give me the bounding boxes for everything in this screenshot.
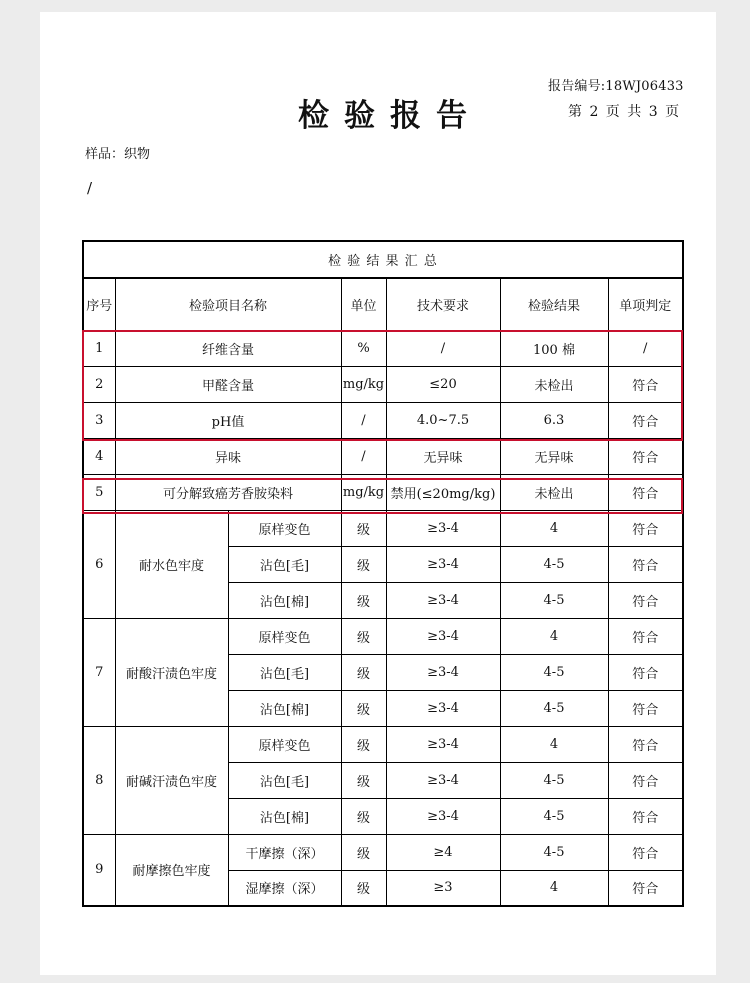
result-cell: 4 <box>500 726 608 762</box>
item-name: 甲醛含量 <box>115 366 341 402</box>
verdict-cell: 符合 <box>608 438 683 474</box>
item-name: 可分解致癌芳香胺染料 <box>115 474 341 510</box>
verdict-cell: / <box>608 330 683 366</box>
sub-item-name: 沾色[棉] <box>228 690 341 726</box>
requirement-cell: ≥3 <box>386 870 500 906</box>
unit-cell: % <box>341 330 386 366</box>
verdict-cell: 符合 <box>608 546 683 582</box>
sub-item-name: 原样变色 <box>228 618 341 654</box>
result-cell: 4-5 <box>500 690 608 726</box>
requirement-cell: ≥3-4 <box>386 546 500 582</box>
result-cell: 4 <box>500 510 608 546</box>
result-cell: 4 <box>500 618 608 654</box>
requirement-cell: ≥3-4 <box>386 762 500 798</box>
unit-cell: 级 <box>341 546 386 582</box>
table-row <box>83 726 683 762</box>
report-title: 检验报告 <box>298 98 482 134</box>
result-cell: 未检出 <box>500 366 608 402</box>
unit-cell: 级 <box>341 510 386 546</box>
unit-cell: 级 <box>341 582 386 618</box>
table-caption: 检 验 结 果 汇 总 <box>83 241 683 278</box>
row-number: 9 <box>83 834 115 906</box>
row-number: 8 <box>83 726 115 834</box>
verdict-cell: 符合 <box>608 690 683 726</box>
report-number: 报告编号:18WJ06433 <box>548 79 684 94</box>
unit-cell: / <box>341 438 386 474</box>
requirement-cell: ≥3-4 <box>386 618 500 654</box>
result-cell: 无异味 <box>500 438 608 474</box>
results-table <box>82 240 684 907</box>
report-page <box>40 12 716 975</box>
result-cell: 4-5 <box>500 798 608 834</box>
verdict-cell: 符合 <box>608 762 683 798</box>
item-name: 耐水色牢度 <box>115 510 228 618</box>
requirement-cell: ≥3-4 <box>386 798 500 834</box>
table-row <box>83 618 683 654</box>
result-cell: 4-5 <box>500 834 608 870</box>
requirement-cell: / <box>386 330 500 366</box>
unit-cell: 级 <box>341 870 386 906</box>
row-number: 7 <box>83 618 115 726</box>
verdict-cell: 符合 <box>608 834 683 870</box>
verdict-cell: 符合 <box>608 582 683 618</box>
row-number: 6 <box>83 510 115 618</box>
unit-cell: 级 <box>341 798 386 834</box>
sub-item-name: 沾色[棉] <box>228 582 341 618</box>
column-header: 单项判定 <box>608 278 683 330</box>
blank-slash: / <box>87 179 93 197</box>
verdict-cell: 符合 <box>608 366 683 402</box>
sub-item-name: 沾色[毛] <box>228 762 341 798</box>
table-row <box>83 510 683 546</box>
sub-item-name: 湿摩擦（深） <box>228 870 341 906</box>
unit-cell: 级 <box>341 618 386 654</box>
requirement-cell: ≥4 <box>386 834 500 870</box>
result-cell: 4-5 <box>500 762 608 798</box>
table-row <box>83 330 683 366</box>
row-number: 5 <box>83 474 115 510</box>
requirement-cell: ≤20 <box>386 366 500 402</box>
requirement-cell: 4.0~7.5 <box>386 402 500 438</box>
item-name: 异味 <box>115 438 341 474</box>
row-number: 3 <box>83 402 115 438</box>
table-header-row <box>83 278 683 330</box>
column-header: 单位 <box>341 278 386 330</box>
result-cell: 100 棉 <box>500 330 608 366</box>
requirement-cell: 无异味 <box>386 438 500 474</box>
sub-item-name: 沾色[毛] <box>228 546 341 582</box>
item-name: 耐酸汗渍色牢度 <box>115 618 228 726</box>
verdict-cell: 符合 <box>608 870 683 906</box>
column-header: 检验项目名称 <box>115 278 341 330</box>
item-name: 纤维含量 <box>115 330 341 366</box>
requirement-cell: ≥3-4 <box>386 654 500 690</box>
column-header: 技术要求 <box>386 278 500 330</box>
verdict-cell: 符合 <box>608 726 683 762</box>
unit-cell: 级 <box>341 834 386 870</box>
page-indicator: 第 2 页 共 3 页 <box>568 104 680 120</box>
column-header: 序号 <box>83 278 115 330</box>
table-row <box>83 474 683 510</box>
sub-item-name: 干摩擦（深） <box>228 834 341 870</box>
requirement-cell: ≥3-4 <box>386 726 500 762</box>
verdict-cell: 符合 <box>608 618 683 654</box>
table-row <box>83 438 683 474</box>
verdict-cell: 符合 <box>608 474 683 510</box>
result-cell: 4-5 <box>500 582 608 618</box>
item-name: 耐碱汗渍色牢度 <box>115 726 228 834</box>
sub-item-name: 原样变色 <box>228 726 341 762</box>
result-cell: 4 <box>500 870 608 906</box>
sub-item-name: 原样变色 <box>228 510 341 546</box>
result-cell: 4-5 <box>500 546 608 582</box>
requirement-cell: 禁用(≤20mg/kg) <box>386 474 500 510</box>
row-number: 1 <box>83 330 115 366</box>
unit-cell: / <box>341 402 386 438</box>
verdict-cell: 符合 <box>608 654 683 690</box>
requirement-cell: ≥3-4 <box>386 510 500 546</box>
item-name: pH值 <box>115 402 341 438</box>
unit-cell: 级 <box>341 654 386 690</box>
requirement-cell: ≥3-4 <box>386 690 500 726</box>
row-number: 2 <box>83 366 115 402</box>
verdict-cell: 符合 <box>608 510 683 546</box>
unit-cell: mg/kg <box>341 474 386 510</box>
unit-cell: 级 <box>341 762 386 798</box>
row-number: 4 <box>83 438 115 474</box>
column-header: 检验结果 <box>500 278 608 330</box>
verdict-cell: 符合 <box>608 402 683 438</box>
unit-cell: 级 <box>341 726 386 762</box>
sub-item-name: 沾色[毛] <box>228 654 341 690</box>
sub-item-name: 沾色[棉] <box>228 798 341 834</box>
result-cell: 4-5 <box>500 654 608 690</box>
table-row <box>83 366 683 402</box>
result-cell: 未检出 <box>500 474 608 510</box>
verdict-cell: 符合 <box>608 798 683 834</box>
table-row <box>83 402 683 438</box>
item-name: 耐摩擦色牢度 <box>115 834 228 906</box>
requirement-cell: ≥3-4 <box>386 582 500 618</box>
unit-cell: 级 <box>341 690 386 726</box>
sample-name: 样品：织物 <box>85 147 151 162</box>
unit-cell: mg/kg <box>341 366 386 402</box>
result-cell: 6.3 <box>500 402 608 438</box>
table-row <box>83 834 683 870</box>
